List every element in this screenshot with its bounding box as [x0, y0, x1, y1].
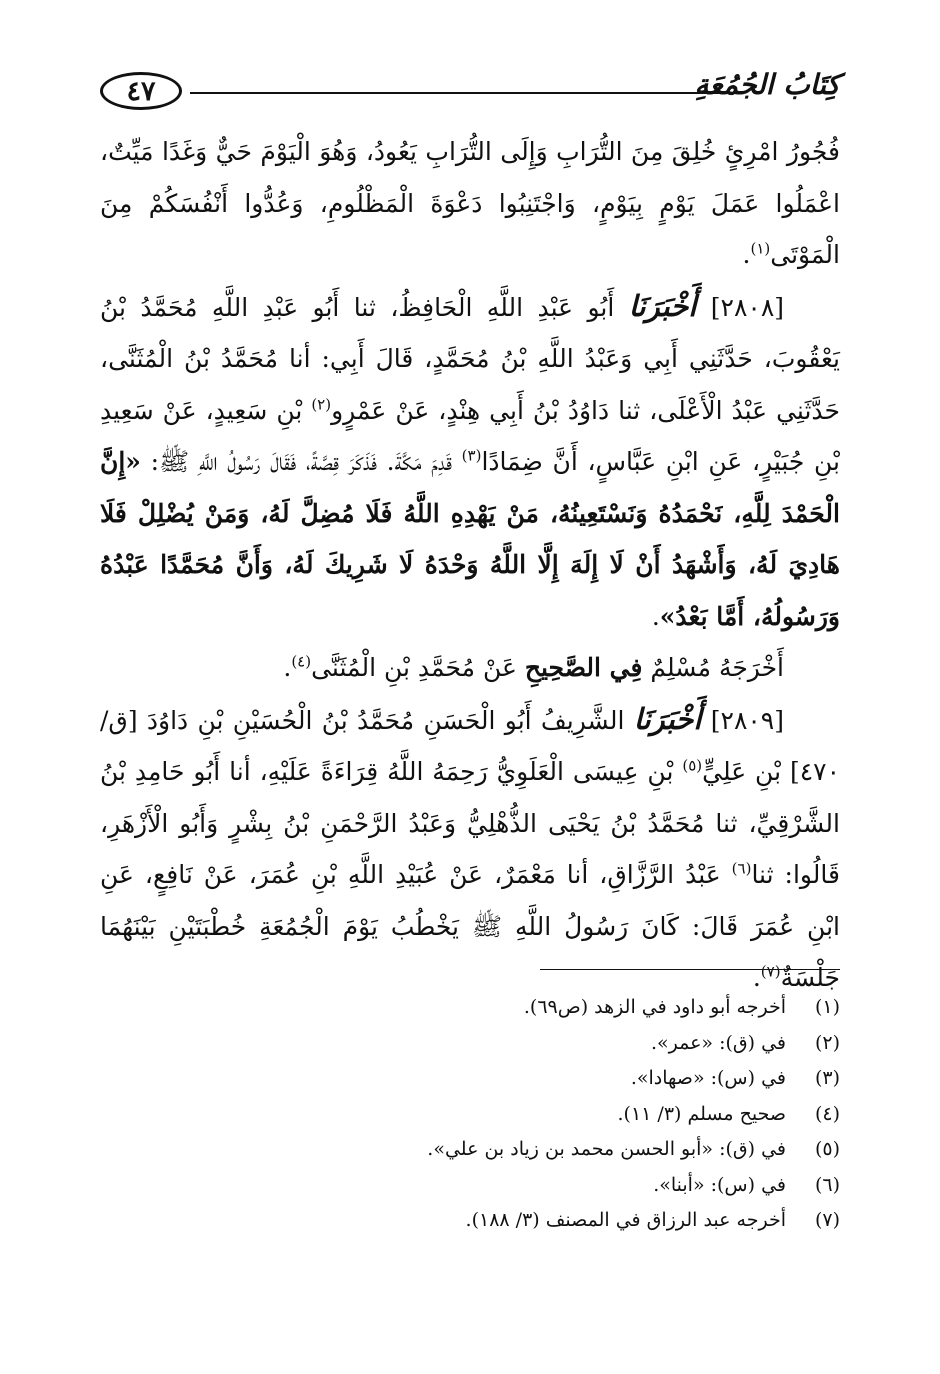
footnote-item [100, 1203, 840, 1239]
footnote-text: في (ق): «عمر». [650, 1031, 786, 1054]
footnote-item [100, 1132, 840, 1168]
footnote-text: في (س): «صهادا». [630, 1067, 786, 1089]
footnote-separator [540, 969, 840, 970]
page-number-badge [100, 72, 182, 110]
footnote-item [100, 990, 840, 1026]
period: . [651, 601, 660, 631]
takhrij-post: عَنْ مُحَمَّدِ بْنِ الْمُثَنَّى [311, 653, 517, 682]
period: . [742, 240, 751, 269]
footnote-text: صحيح مسلم (٣/ ١١). [617, 1102, 786, 1125]
akhbarana-2808: أَخْبَرَنَا [628, 288, 697, 323]
page-header [100, 64, 840, 124]
footnote-item [100, 1026, 840, 1062]
footnote-marker-2: (٢) [311, 395, 332, 414]
footnote-text: أخرجه عبد الرزاق في المصنف (٣/ ١٨٨). [465, 1209, 786, 1231]
takhrij-sahih: فِي الصَّحِيحِ [524, 653, 643, 682]
footnote-marker-7: (٧) [760, 962, 781, 981]
footnote-marker-1: (١) [750, 239, 771, 258]
isnad-2809-a: الشَّرِيفُ أَبُو الْحَسَنِ مُحَمَّدُ بْنُ الْحُسَيْنِ بْنِ دَاوُدَ [ق/ ٤٧٠] بْنِ عَلِيٍّ [100, 705, 841, 786]
footnote-number: (٧) [814, 1209, 840, 1231]
footnote-marker-3: (٣) [461, 446, 482, 465]
takhrij-pre: أَخْرَجَهُ مُسْلِمٌ [650, 653, 784, 682]
hadith-number-2808: [٢٨٠٨] [710, 292, 785, 322]
isnad-2808-a: أَبُو عَبْدِ اللَّهِ الْحَافِظُ، ثنا أَبُو عَبْدِ اللَّهِ مُحَمَّدُ بْنُ يَعْقُوبَ، حَدَّثَنِي أَبِي وَعَبْدُ اللَّهِ بْنُ مُحَمَّدٍ، قَالَ أَبِي: أنا مُحَمَّدُ بْنُ الْمُثَنَّى، حَدَّثَنِي عَبْدُ الْأَعْلَى، ثنا دَاوُدُ بْنُ أَبِي هِنْدٍ، عَنْ عَمْرٍو [100, 292, 841, 425]
hadith-matn-2808: «إِنَّ الْحَمْدَ لِلَّهِ، نَحْمَدُهُ وَنَسْتَعِينُهُ، مَنْ يَهْدِهِ اللَّهُ فَلَا مُضِلَّ لَهُ، وَمَنْ يُضْلِلْ فَلَا هَادِيَ لَهُ، وَأَشْهَدُ أَنْ لَا إِلَهَ إِلَّا اللَّهُ وَحْدَهُ لَا شَرِيكَ لَهُ، وَأَنَّ مُحَمَّدًا عَبْدُهُ وَرَسُولُهُ، أَمَّا بَعْدُ» [100, 447, 840, 631]
footnote-number: (٤) [814, 1102, 840, 1125]
akhbarana-2809: أَخْبَرَنَا [633, 701, 702, 736]
footnote-number: (٦) [814, 1173, 840, 1196]
footnote-number: (١) [814, 996, 840, 1018]
footnote-number: (٣) [814, 1067, 840, 1089]
isnad-2809-c: عَبْدُ الرَّزَّاقِ، أنا مَعْمَرٌ، عَنْ عُبَيْدِ اللَّهِ بْنِ عُمَرَ، عَنْ نَافِعٍ، عَنِ ابْنِ عُمَرَ قَالَ: كَانَ رَسُولُ اللَّهِ ﷺ يَخْطُبُ يَوْمَ الْجُمُعَةِ خُطْبَتَيْنِ بَيْنَهُمَا جَلْسَةٌ [100, 860, 840, 992]
footnote-text: في (ق): «أبو الحسن محمد بن زياد بن علي». [427, 1138, 786, 1160]
hadith-2809 [100, 694, 840, 1004]
footnote-marker-5: (٥) [682, 756, 703, 775]
footnote-text: في (س): «أبنا». [653, 1173, 786, 1196]
takhrij-2808 [100, 642, 840, 694]
footnote-item [100, 1097, 840, 1133]
hadith-number-2809: [٢٨٠٩] [710, 705, 784, 735]
footnote-number: (٥) [814, 1138, 840, 1160]
footnote-item [100, 1168, 840, 1204]
running-title: كِتَابُ الجُمُعَةِ [694, 68, 840, 101]
header-rule [190, 92, 728, 94]
page-number: ٤٧ [126, 75, 156, 107]
continuation-text: فُجُورُ امْرِئٍ خُلِقَ مِنَ التُّرَابِ وَإِلَى التُّرَابِ يَعُودُ، وَهُوَ الْيَوْمَ حَيٌّ وَغَدًا مَيِّتٌ، اعْمَلُوا عَمَلَ يَوْمٍ بِيَوْمٍ، وَاجْتَنِبُوا دَعْوَةَ الْمَظْلُومِ، وَعُدُّوا أَنْفُسَكُمْ مِنَ الْمَوْتَى [100, 137, 840, 269]
footnote-text: أخرجه أبو داود في الزهد (ص٦٩). [523, 996, 786, 1018]
paragraph-continuation [100, 126, 840, 281]
footnotes-list [100, 990, 840, 1239]
footnote-number: (٢) [814, 1031, 840, 1054]
footnote-marker-6: (٦) [731, 859, 752, 878]
footnote-marker-4: (٤) [291, 652, 312, 671]
hadith-2808 [100, 281, 840, 643]
isnad-2808-c: قَدِمَ مَكَّةَ. فَذَكَرَ قِصَّةً، فَقَالَ رَسُولُ اللَّهِ ﷺ: [150, 447, 452, 476]
isnad-2809-b: بْنِ عِيسَى الْعَلَوِيُّ رَحِمَهُ اللَّهُ قِرَاءَةً عَلَيْهِ، أنا أَبُو حَامِدِ بْنُ الشَّرْقِيِّ، ثنا مُحَمَّدُ بْنُ يَحْيَى الذُّهْلِيُّ وَعَبْدُ الرَّحْمَنِ بْنُ بِشْرٍ وَأَبُو الْأَزْهَرِ، قَالُوا: ثنا [100, 757, 840, 889]
period: . [283, 653, 292, 682]
footnote-item [100, 1061, 840, 1097]
main-text [100, 126, 840, 1004]
period: . [752, 963, 761, 992]
isnad-2808-b: بْنِ سَعِيدٍ، عَنْ سَعِيدِ بْنِ جُبَيْرٍ، عَنِ ابْنِ عَبَّاسٍ، أَنَّ ضِمَادًا [100, 395, 841, 476]
